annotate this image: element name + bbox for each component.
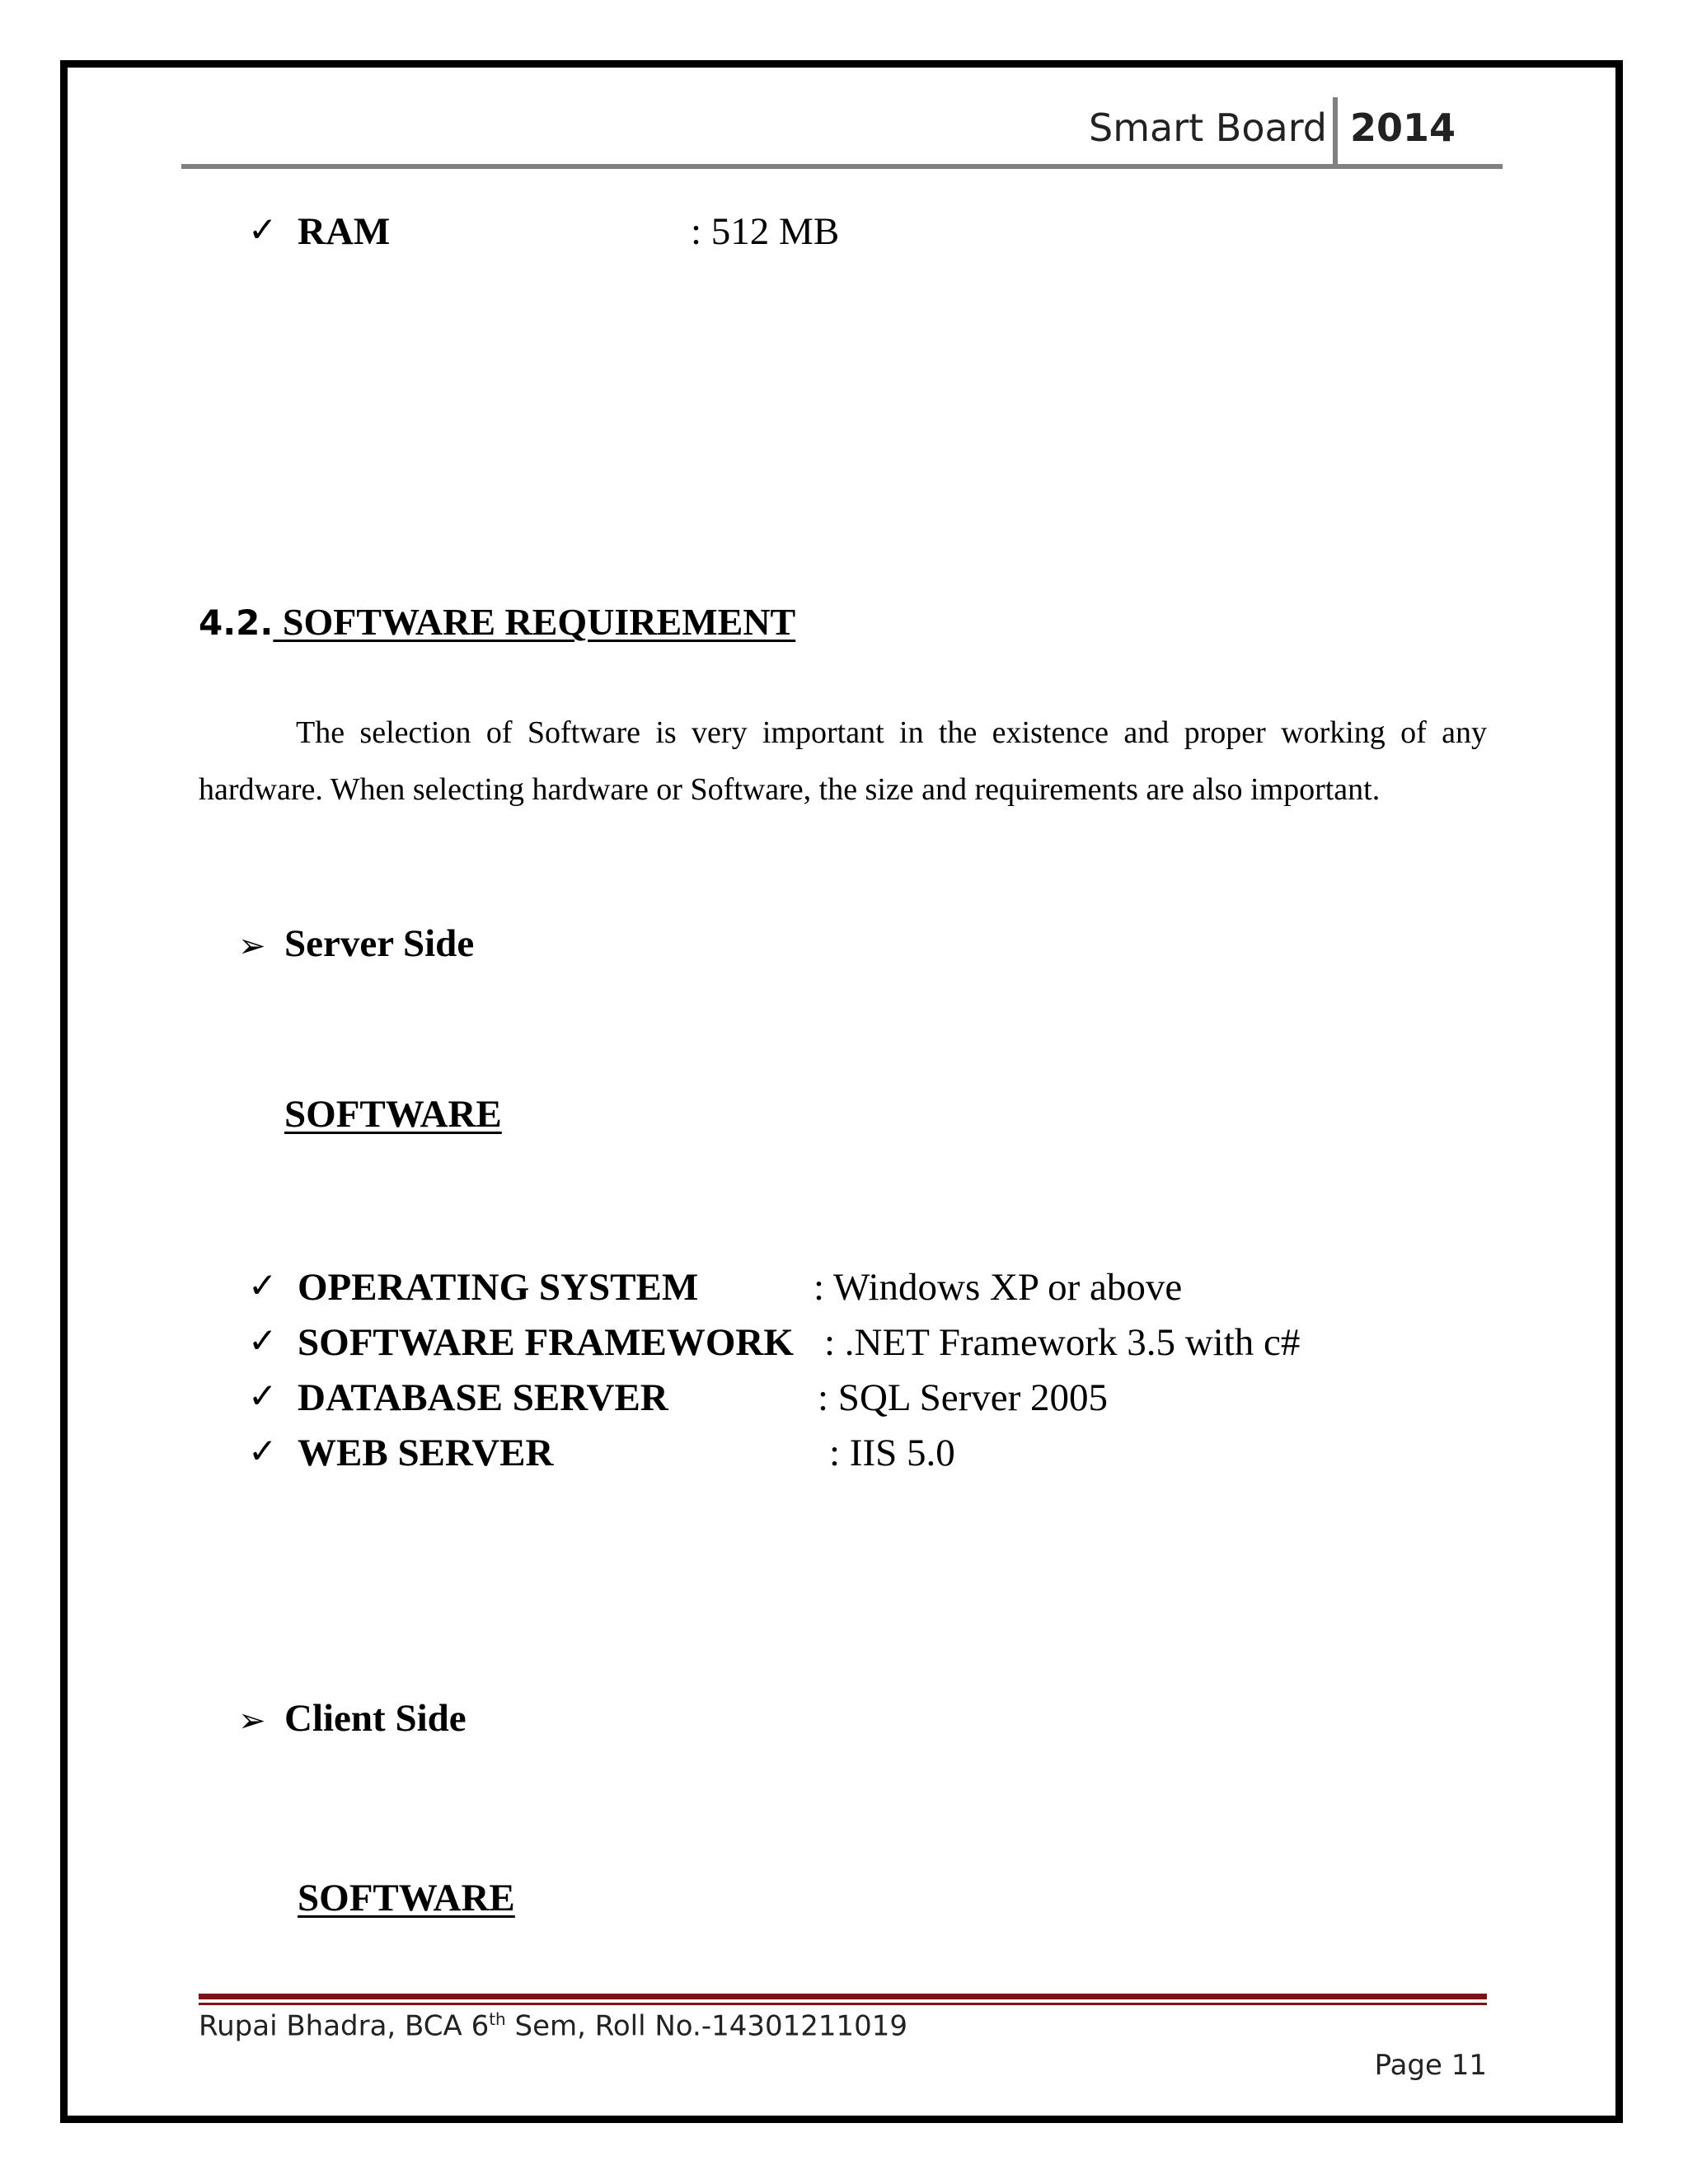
server-item-value: : Windows XP or above (814, 1266, 1183, 1309)
server-item-label: DATABASE SERVER (298, 1376, 668, 1419)
footer-rule-thin (199, 2003, 1487, 2005)
client-side-heading: Client Side (284, 1697, 467, 1740)
header-title: Smart Board (1089, 105, 1327, 150)
hardware-item-label: RAM (298, 210, 391, 253)
check-icon: ✓ (248, 1323, 278, 1361)
footer-rule (199, 1994, 1487, 1999)
page-number: Page 11 (1374, 2049, 1487, 2082)
server-item-value: : IIS 5.0 (829, 1432, 955, 1474)
check-icon: ✓ (248, 1378, 278, 1416)
header-year: 2014 (1350, 105, 1456, 150)
server-item-value: : .NET Framework 3.5 with c# (824, 1321, 1301, 1364)
check-icon: ✓ (248, 212, 278, 250)
arrow-icon: ➢ (238, 927, 266, 964)
server-item-label: SOFTWARE FRAMEWORK (298, 1321, 794, 1364)
header-rule (181, 164, 1503, 169)
server-side-heading: Server Side (284, 922, 475, 965)
check-icon: ✓ (248, 1433, 278, 1471)
header-divider (1333, 97, 1338, 166)
server-software-subheading: SOFTWARE (284, 1093, 502, 1136)
section-title: SOFTWARE REQUIREMENT (282, 601, 796, 643)
server-item-label: WEB SERVER (298, 1432, 554, 1474)
section-heading (199, 600, 795, 644)
server-item-value: : SQL Server 2005 (818, 1376, 1109, 1419)
footer-author: Rupai Bhadra, BCA 6th Sem, Roll No.-14301211019 (199, 2009, 908, 2043)
arrow-icon: ➢ (238, 1702, 266, 1739)
client-software-subheading: SOFTWARE (298, 1877, 515, 1919)
check-icon: ✓ (248, 1268, 278, 1305)
intro-paragraph: The selection of Software is very important in the existence and proper working of any hardware. When selecting hardware or Software, the size and requirements are also important. (199, 715, 1487, 807)
server-item-label: OPERATING SYSTEM (298, 1266, 699, 1309)
section-number: 4.2. (199, 602, 274, 643)
hardware-item-value: : 512 MB (691, 210, 840, 253)
